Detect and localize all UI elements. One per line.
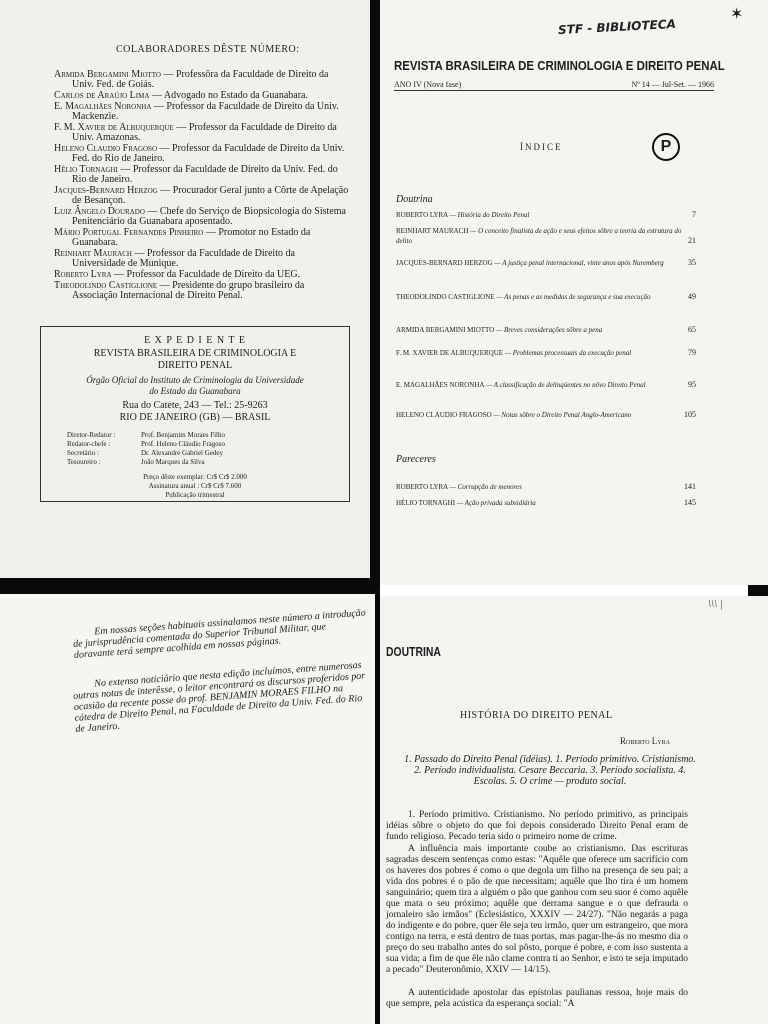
collaborator-name: Jacques-Bernard Herzog [54,185,158,196]
publication-frequency: Publicação trimestral [165,491,225,499]
staff-role: Diretor-Redator : [67,431,116,439]
staff-name: Prof. Benjamim Moraes Filho [141,431,225,439]
price-copy: Preço dêste exemplar: Cr$ Cr$ 2.000 [143,473,247,481]
toc-title: — A justiça penal internacional, vinte anos após Nuremberg [494,259,664,267]
collaborator-name: Roberto Lyra [54,269,112,280]
staff-name: João Marques da Silva [141,458,205,466]
collaborator-name: Luiz Ângelo Dourado [54,206,145,217]
collaborator-item [54,228,350,248]
toc-entry [396,410,696,420]
staff-name: Dr. Alexandre Gabriel Gedey [141,449,224,457]
toc-title: — Notas sôbre o Direito Penal Anglo-Americano [493,411,632,419]
collaborator-desc: — Professor da Faculdade de Direito da Univ. Mackenzie. [72,101,339,122]
staff-row [67,440,347,449]
collaborator-desc: — Procurador Geral junto a Côrte de Apelação de Besançon. [72,185,349,206]
collaborator-name: Reinhart Maurach [54,248,132,259]
toc-entry [396,498,696,508]
collaborator-item [54,144,350,164]
journal-title: REVISTA BRASILEIRA DE CRIMINOLOGIA E DIREITO PENAL [394,58,725,73]
collaborator-name: Mário Portugal Fernandes Pinheiro [54,227,204,238]
toc-title: — Corrupção de menores [449,483,522,491]
collaborator-item [54,249,350,269]
toc-page: 7 [692,210,696,219]
library-stamp: STF - BIBLIOTECA [557,16,677,38]
toc-entry [396,325,696,335]
editorial-note-1: Em nossas seções habituais assinalamos neste número a introdução de jurisprudência comentada do Superior Tribunal Militar, que doravante terá sempre acolhida em nossas páginas. [72,607,367,661]
toc-page: 105 [684,410,696,419]
collaborator-item [54,281,350,301]
article-paragraph-3: A autenticidade apostolar das epístolas paulianas ressoa, hoje mais do que sempre, pela acústica da esperança social: "A [386,988,688,1009]
staff-name: Prof. Heleno Cláudio Fragoso [141,440,225,448]
collaborator-desc: — Professôra da Faculdade de Direito da Univ. Fed. de Goiás. [72,69,329,90]
toc-title: — História do Direito Penal [449,211,530,219]
toc-author: E. MAGALHÃES NORONHA [396,381,485,389]
collaborator-item [54,91,350,101]
toc-author: ROBERTO LYRA [396,483,448,491]
toc-title: — Ação privada subsidiária [456,499,536,507]
editorial-note-2: No extenso noticiário que nesta edição incluímos, entre numerosas outras notas de interêsse, o leitor encontrará os discursos proferidos por ocasião da recente posse do prof. BENJAMIN MORAES FILHO na cátedra de Direito Penal, na Faculdade de Direito da Univ. Fed. do Rio de Janeiro. [72,659,366,735]
collaborators-title: COLABORADORES DÊSTE NÚMERO: [116,44,300,55]
collaborator-item [54,270,350,280]
issue-number: Nº 14 — Jul-Set. — 1966 [631,80,714,89]
section-doctrine: Doutrina [396,194,433,205]
toc-title: — As penas e as medidas de segurança e sua execução [496,293,651,301]
expediente-organ-line-1: Órgão Oficial do Instituto de Criminologia da Universidade [86,375,304,385]
scan-border [748,585,768,596]
expediente-box [40,326,350,502]
toc-page: 145 [684,498,696,507]
toc-entry [396,482,696,492]
toc-author: HELENO CLAUDIO FRAGOSO [396,411,492,419]
star-mark: ✶ [730,6,744,23]
collaborator-item [54,102,350,122]
toc-page: 65 [688,325,696,334]
toc-title: — Problemas processuais da execução penal [504,349,632,357]
toc-title: — A classificação de delinqüentes no nôvo Direito Penal [485,381,646,389]
collaborator-desc: — Advogado no Estado da Guanabara. [151,90,308,101]
article-summary-text: 1. Passado do Direito Penal (idéias). 1. Período primitivo. Cristianismo. 2. Período individualista. Cesare Beccaria. 3. Período socialista. 4. Escolas. 5. O crime — produto social. [404,754,696,787]
article-page [380,596,768,1024]
collaborators-page [0,0,370,578]
collaborator-item [54,123,350,143]
collaborator-name: Theodolindo Castiglione [54,280,158,291]
toc-title: — Breves considerações sôbre a pena [496,326,603,334]
collaborator-item [54,186,350,206]
collaborator-desc: — Professor da Faculdade de Direito da Univ. Fed. do Rio de Janeiro. [72,143,345,164]
collaborator-item [54,70,350,90]
article-summary [400,754,700,787]
article-title: HISTÓRIA DO DIREITO PENAL [460,710,613,721]
collaborator-item [54,165,350,185]
section-heading: DOUTRINA [386,644,441,659]
collaborator-desc: — Chefe do Serviço de Biopsicologia do Sistema Penitenciário da Guanabara aposentado. [72,206,346,227]
expediente-address: Rua do Catete, 243 — Tel.: 25-9263 [122,400,268,411]
collaborator-name: Carlos de Araújo Lima [54,90,150,101]
toc-entry [396,226,696,246]
expediente-title-line-1: REVISTA BRASILEIRA DE CRIMINOLOGIA E [93,348,297,359]
article-paragraph-2: A influência mais importante coube ao cristianismo. Das escrituras sagradas descem sentenças como estas: "Aquêle que oferece um sacrifício com os haveres dos pobres é como o que degola um filho na presença de seu pai; a vida dos pobres é o pão de que necessitam; aquêle que lho tira é um homem sanguinário; quem tira a alguém o pão que ganhou com seu suor é como aquêle que mata o seu próximo; aquêle que derrama sangue e o que defrauda o jornaleiro são irmãos" (Eclesiástico, XXXIV — 24/27). "Não negarás a paga do indigente e do pobre, quer êle seja teu irmão, quer um estrangeiro, que mora contigo na terra, e está dentro de tuas portas, mas pagar-lhe-ás no mesmo dia o preço do seu trabalho antes do sol pôsto, porque é pobre, e com isso sustenta a sua vida; a fim de que êle não clame contra ti ao Senhor, e isto te seja imputado a pecado" Deuteronômio, XXIV — 14/15). [386,844,688,975]
toc-author: F. M. XAVIER DE ALBUQUERQUE [396,349,504,357]
collaborators-list [54,70,350,302]
staff-row [67,458,347,467]
price-subscription: Assinatura anual : Cr$ Cr$ 7.600 [148,482,242,490]
toc-entry [396,348,696,358]
staff-role: Secretário : [67,449,100,457]
index-heading: ÍNDICE [520,142,563,152]
p-badge: P [652,133,680,161]
section-opinions: Pareceres [396,454,436,465]
toc-author: JACQUES-BERNARD HERZOG [396,259,493,267]
expediente-organ-line-2: do Estado da Guanabara [149,386,241,396]
margin-mark: \\\ | [708,598,723,610]
collaborator-name: E. Magalhães Noronha [54,101,152,112]
toc-author: REINHART MAURACH [396,227,469,235]
collaborator-name: Hélio Tornaghi [54,164,118,175]
staff-list [67,431,347,467]
toc-entry [396,380,696,390]
collaborator-name: Armida Bergamini Miotto [54,69,161,80]
toc-page: 49 [688,292,696,301]
index-page [380,0,768,585]
toc-page: 35 [688,258,696,267]
article-author: Roberto Lyra [620,736,670,746]
toc-author: ROBERTO LYRA [396,211,448,219]
collaborator-desc: — Professor da Faculdade de Direito da Universidade de Munique. [72,248,295,269]
collaborator-desc: — Professor da Faculdade de Direito da Univ. Fed. do Rio de Janeiro. [72,164,338,185]
toc-page: 21 [688,236,696,245]
expediente-title-line-2: DIREITO PENAL [157,360,233,371]
scan-border [0,578,378,594]
toc-author: HÉLIO TORNAGHI [396,499,456,507]
issue-volume: ANO IV (Nova fase) [394,80,462,89]
editorial-note-page [0,594,375,1024]
toc-author: THEODOLINDO CASTIGLIONE [396,293,495,301]
toc-page: 141 [684,482,696,491]
toc-page: 79 [688,348,696,357]
expediente-city: RIO DE JANEIRO (GB) — BRASIL [119,412,271,423]
toc-page: 95 [688,380,696,389]
expediente-heading: E X P E D I E N T E [144,335,246,346]
toc-title: — O conceito finalista de ação e seus efeitos sôbre a teoria da estrutura do delito [396,227,682,245]
toc-author: ARMIDA BERGAMINI MIOTTO [396,326,495,334]
toc-entry [396,210,696,220]
collaborator-desc: — Presidente do grupo brasileiro da Associação Internacional de Direito Penal. [72,280,305,301]
toc-entry [396,258,696,268]
article-paragraph-1: 1. Período primitivo. Cristianismo. No período primitivo, as principais idéias sôbre o objeto do que foi depois considerado Direito Penal eram de fundo religioso. Pecado teria sido o primeiro nome de crime. [386,810,688,842]
collaborator-name: Heleno Claudio Fragoso [54,143,158,154]
staff-row [67,431,347,440]
staff-role: Tesoureiro : [67,458,101,466]
collaborator-desc: — Promotor no Estado da Guanabara. [72,227,311,248]
collaborator-item [54,207,350,227]
collaborator-desc: — Professor da Faculdade de Direito da UEG. [114,269,301,280]
staff-row [67,449,347,458]
collaborator-desc: — Professor da Faculdade de Direito da Univ. Amazonas. [72,122,337,143]
collaborator-name: F. M. Xavier de Albuquerque [54,122,174,133]
toc-entry [396,292,696,302]
issue-line [394,80,714,91]
staff-role: Redator-chefe : [67,440,111,448]
